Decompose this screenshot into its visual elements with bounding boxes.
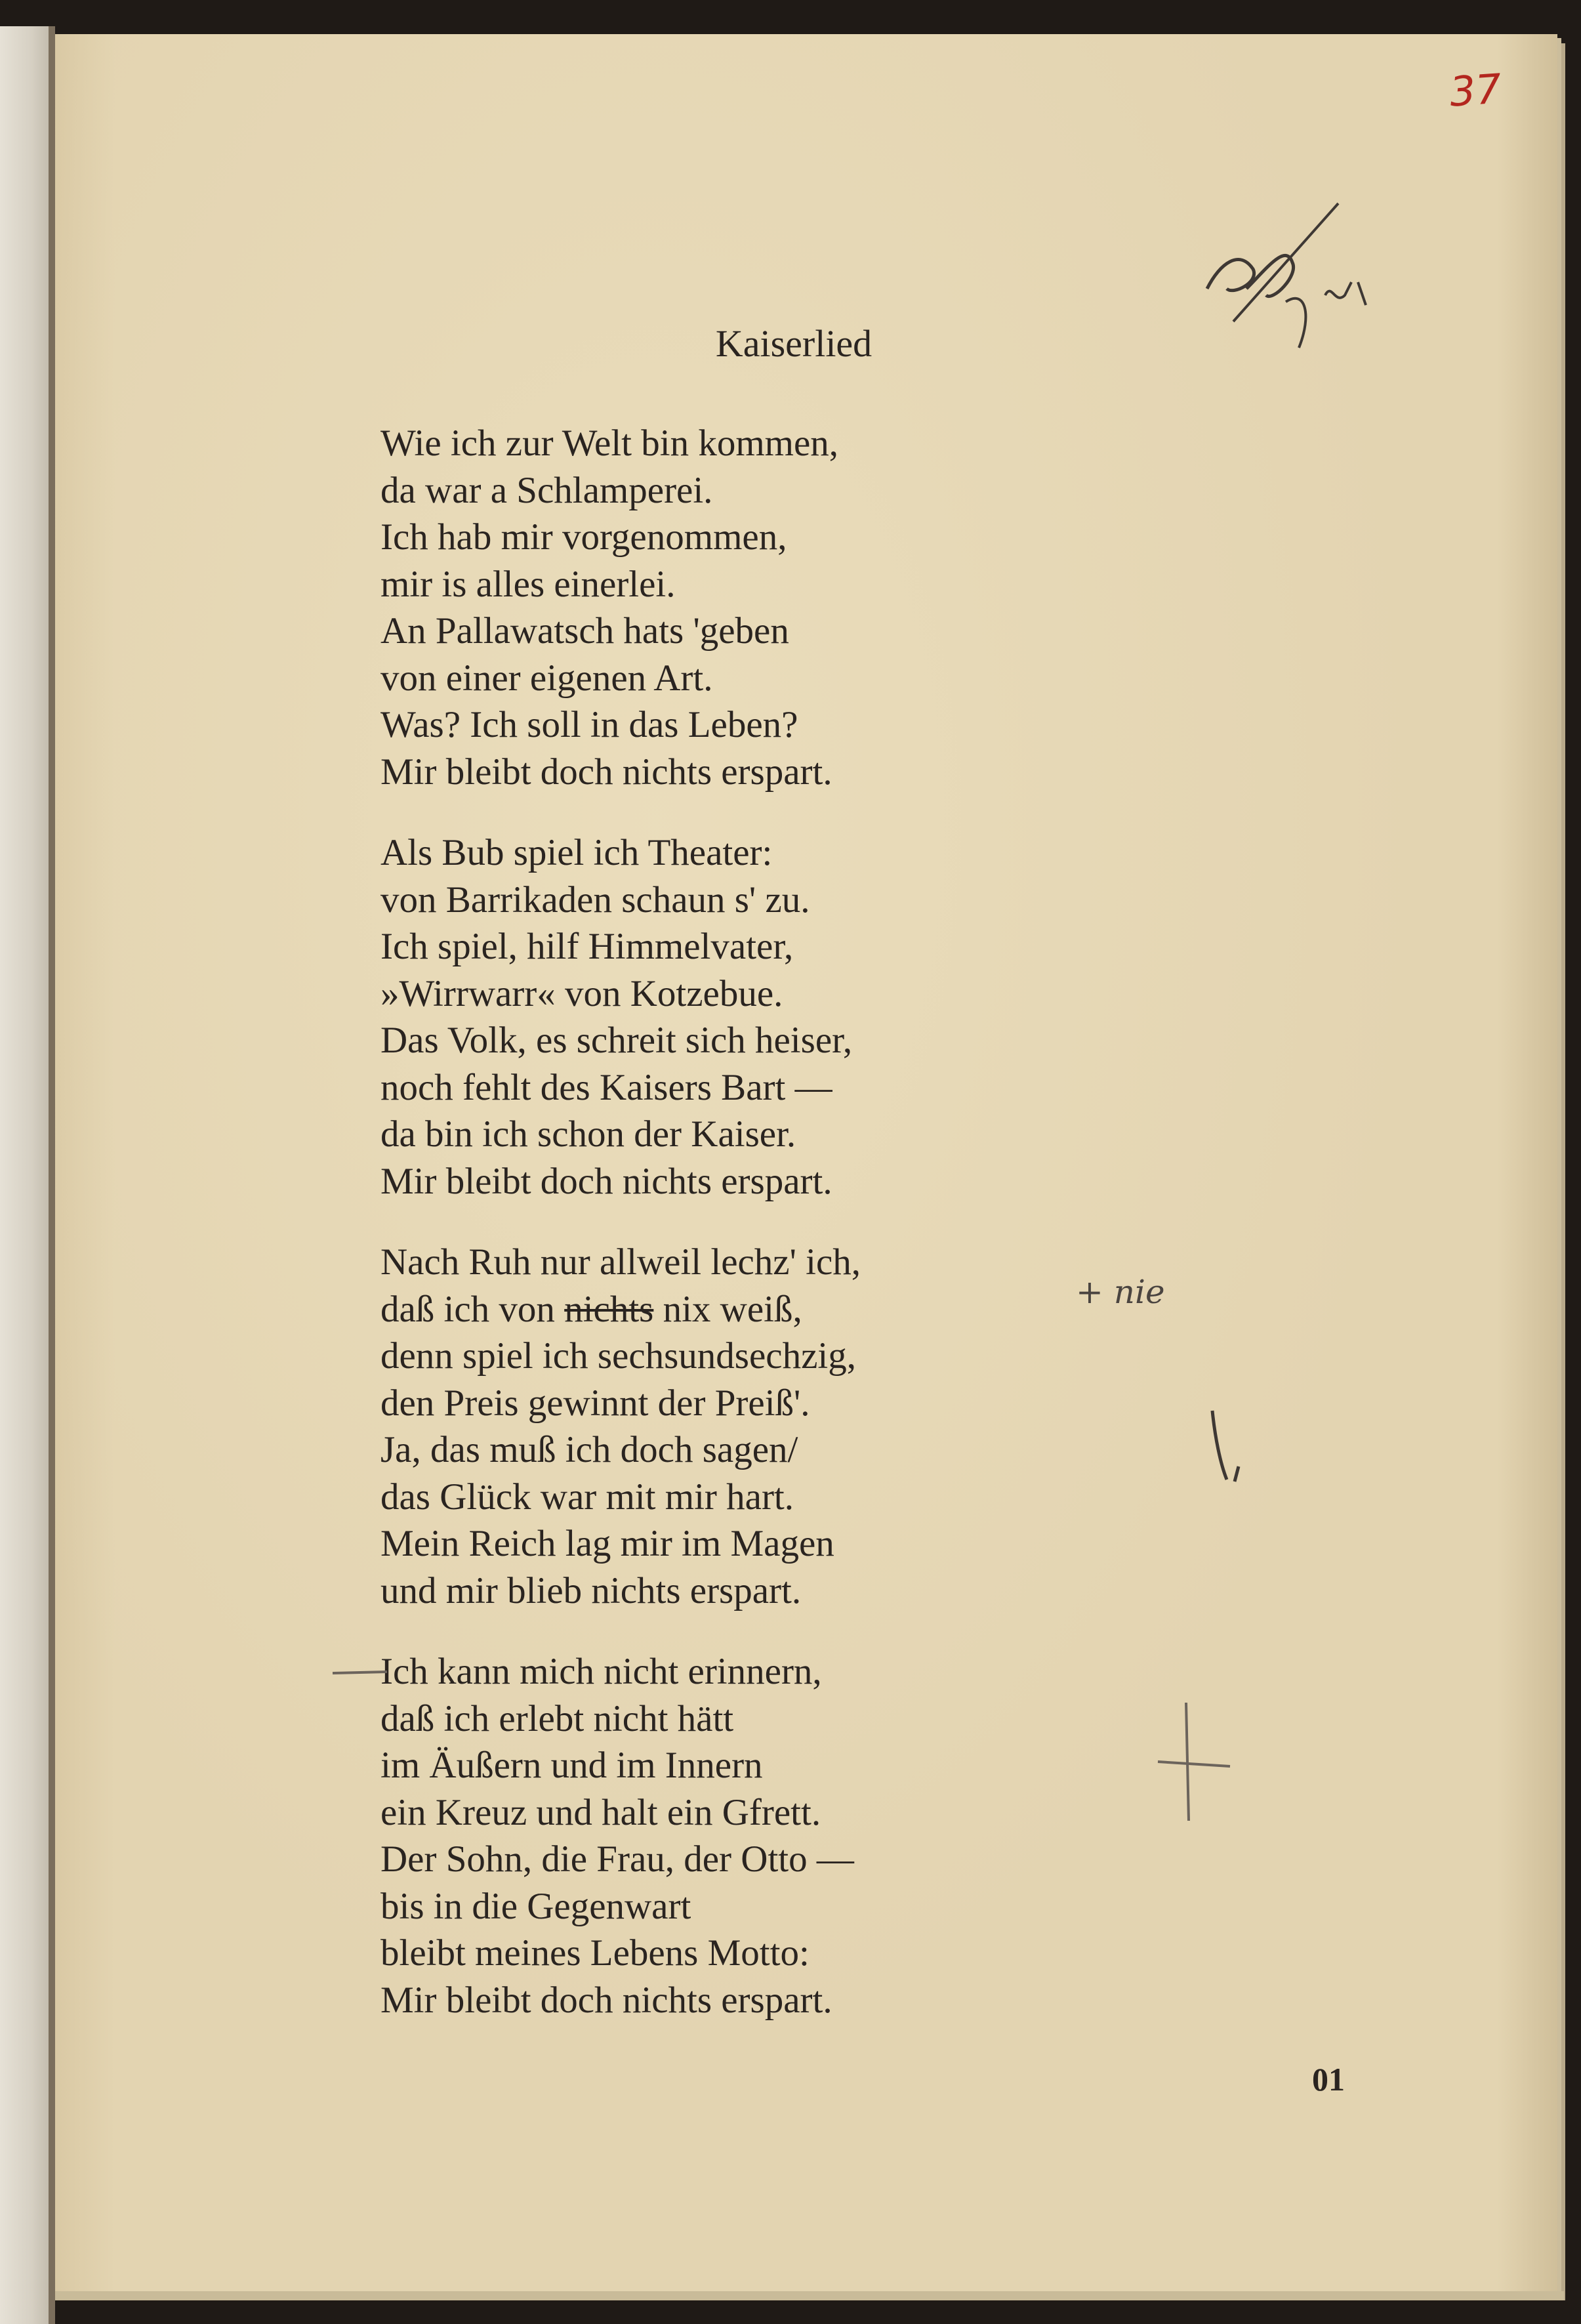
poem-line: Mein Reich lag mir im Magen — [380, 1523, 834, 1564]
poem-line: Wie ich zur Welt bin kommen, — [380, 423, 839, 464]
poem-line: denn spiel ich sechsundsechzig, — [380, 1335, 856, 1377]
line-text-before: daß ich von — [380, 1288, 565, 1330]
poem-line: und mir blieb nichts erspart. — [380, 1569, 802, 1611]
pencil-mark-top-right — [1194, 190, 1391, 361]
poem-line: ein Kreuz und halt ein Gfrett. — [380, 1791, 821, 1833]
poem-line: daß ich erlebt nicht hätt — [380, 1697, 734, 1739]
page-number: 37 — [1448, 64, 1504, 116]
poem-line-with-strike — [380, 1286, 1037, 1333]
struck-word: nichts — [564, 1288, 654, 1330]
poem-line: Ja, das muß ich doch sagen/ — [380, 1429, 798, 1470]
poem-line: da war a Schlamperei. — [380, 469, 713, 511]
stanza-1 — [380, 420, 1037, 795]
poem-line: Nach Ruh nur allweil lechz' ich, — [380, 1241, 861, 1283]
poem-line: im Äußern und im Innern — [380, 1745, 763, 1786]
poem-line: Der Sohn, die Frau, der Otto — — [380, 1838, 854, 1880]
page-edge — [55, 2291, 1564, 2300]
binding-board — [0, 26, 52, 2324]
poem-line: Was? Ich soll in das Leben? — [380, 704, 798, 745]
margin-note: + nie — [1076, 1273, 1165, 1311]
poem-title: Kaiserlied — [715, 322, 873, 365]
poem-body — [380, 420, 1037, 2058]
pencil-dash-left — [331, 1667, 390, 1680]
stanza-2 — [380, 829, 1037, 1205]
pencil-slash-mark — [1201, 1404, 1253, 1489]
poem-line: Ich spiel, hilf Himmelvater, — [380, 926, 794, 967]
poem-line: bleibt meines Lebens Motto: — [380, 1932, 810, 1974]
poem-line: von einer eigenen Art. — [380, 657, 713, 699]
poem-line: Ich kann mich nicht erinnern, — [380, 1651, 822, 1692]
poem-line: Das Volk, es schreit sich heiser, — [380, 1020, 853, 1061]
poem-line: Ich hab mir vorgenommen, — [380, 516, 787, 558]
poem-line: Mir bleibt doch nichts erspart. — [380, 1160, 832, 1202]
poem-line: »Wirrwarr« von Kotzebue. — [380, 972, 783, 1014]
poem-line: noch fehlt des Kaisers Bart — — [380, 1066, 832, 1108]
line-text-after: nix weiß, — [653, 1288, 802, 1330]
poem-line: von Barrikaden schaun s' zu. — [380, 879, 810, 921]
poem-line: mir is alles einerlei. — [380, 563, 676, 605]
footer-page-number: 01 — [1312, 2061, 1345, 2098]
stanza-4 — [380, 1648, 1037, 2023]
pencil-cross-mark — [1155, 1699, 1233, 1824]
poem-line: Als Bub spiel ich Theater: — [380, 832, 773, 873]
binding-shadow — [49, 26, 55, 2324]
poem-line: An Pallawatsch hats 'geben — [380, 610, 789, 652]
poem-line: den Preis gewinnt der Preiß'. — [380, 1382, 810, 1424]
poem-line: das Glück war mit mir hart. — [380, 1476, 794, 1518]
poem-line: da bin ich schon der Kaiser. — [380, 1113, 796, 1155]
stanza-3 — [380, 1239, 1037, 1614]
poem-line: Mir bleibt doch nichts erspart. — [380, 1979, 832, 2021]
poem-line: bis in die Gegenwart — [380, 1885, 691, 1927]
poem-line: Mir bleibt doch nichts erspart. — [380, 751, 832, 793]
